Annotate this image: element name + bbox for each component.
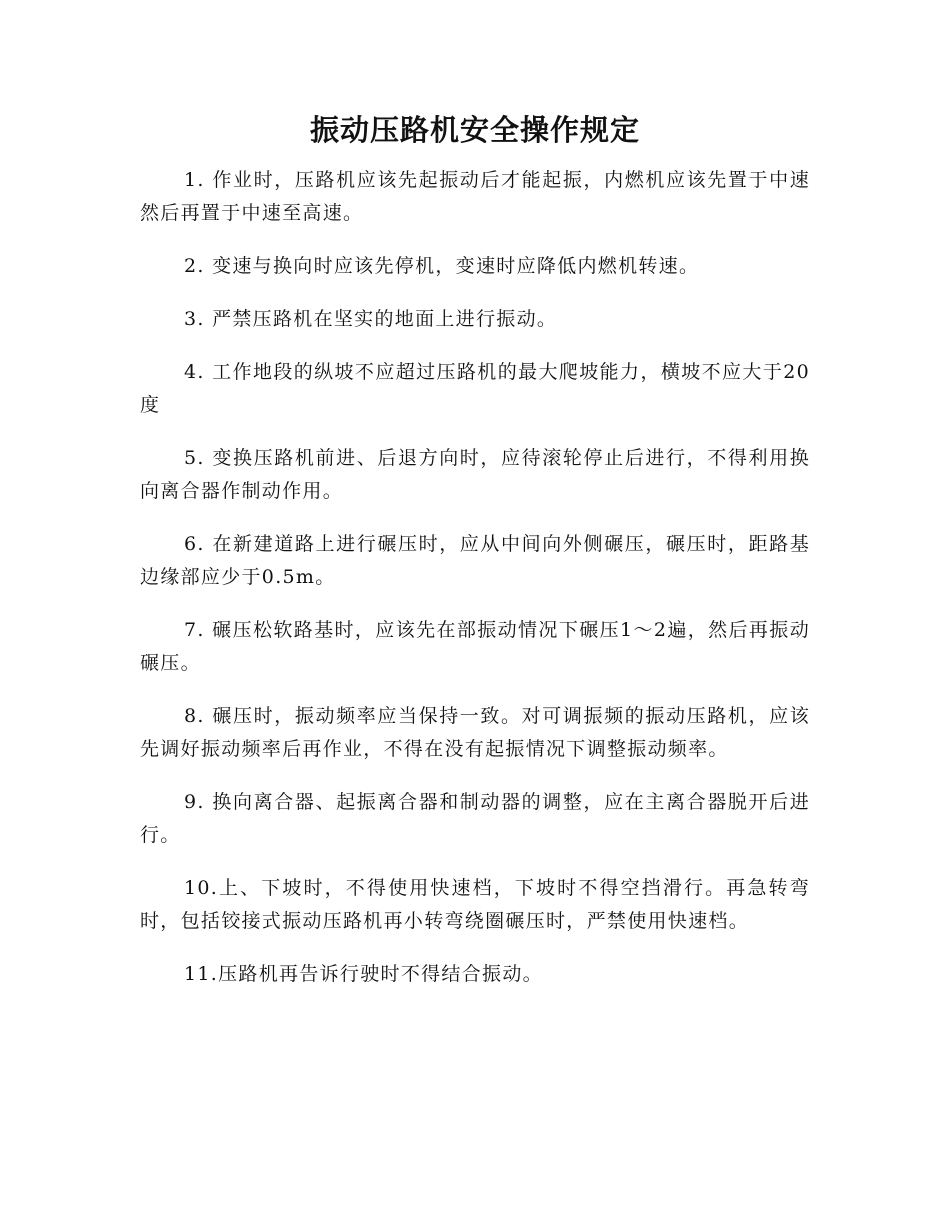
rule-text: 变换压路机前进、后退方向时，应待滚轮停止后进行，不得利用换向离合器作制动作用。 [140,447,810,502]
rule-item-9 [140,786,810,852]
rule-item-6 [140,528,810,594]
rule-item-7 [140,614,810,680]
rule-item-5 [140,442,810,508]
rule-number: 11. [184,963,219,985]
rule-number: 10. [184,877,219,899]
rule-item-2 [140,250,810,283]
rule-number: 3. [184,308,213,330]
rule-text: 在新建道路上进行碾压时，应从中间向外侧碾压，碾压时，距路基边缘部应少于0.5m。 [140,533,810,588]
rules-list [140,164,810,1011]
rule-text: 作业时，压路机应该先起振动后才能起振，内燃机应该先置于中速然后再置于中速至高速。 [140,169,810,224]
rule-number: 5. [184,447,213,469]
rule-item-4 [140,356,810,422]
rule-text: 压路机再告诉行驶时不得结合振动。 [218,963,543,985]
rule-item-11 [140,958,810,991]
rule-text: 工作地段的纵坡不应超过压路机的最大爬坡能力，横坡不应大于20度 [140,361,810,416]
rule-number: 9. [184,791,213,813]
rule-number: 6. [184,533,213,555]
rule-number: 4. [184,361,213,383]
rule-number: 1. [184,169,213,191]
rule-item-1 [140,164,810,230]
rule-item-3 [140,303,810,336]
rule-text: 变速与换向时应该先停机，变速时应降低内燃机转速。 [212,255,700,277]
rule-item-10 [140,872,810,938]
rule-text: 换向离合器、起振离合器和制动器的调整，应在主离合器脱开后进行。 [140,791,810,846]
rule-item-8 [140,700,810,766]
rule-number: 2. [184,255,213,277]
rule-text: 碾压松软路基时，应该先在部振动情况下碾压1～2遍，然后再振动碾压。 [140,619,810,674]
rule-number: 7. [184,619,213,641]
rule-text: 上、下坡时，不得使用快速档，下坡时不得空挡滑行。再急转弯时，包括铰接式振动压路机再小转弯绕圈碾压时，严禁使用快速档。 [140,877,810,932]
rule-text: 碾压时，振动频率应当保持一致。对可调振频的振动压路机，应该先调好振动频率后再作业，不得在没有起振情况下调整振动频率。 [140,705,810,760]
document-title: 振动压路机安全操作规定 [309,113,640,147]
rule-text: 严禁压路机在坚实的地面上进行振动。 [212,308,558,330]
rule-number: 8. [184,705,213,727]
